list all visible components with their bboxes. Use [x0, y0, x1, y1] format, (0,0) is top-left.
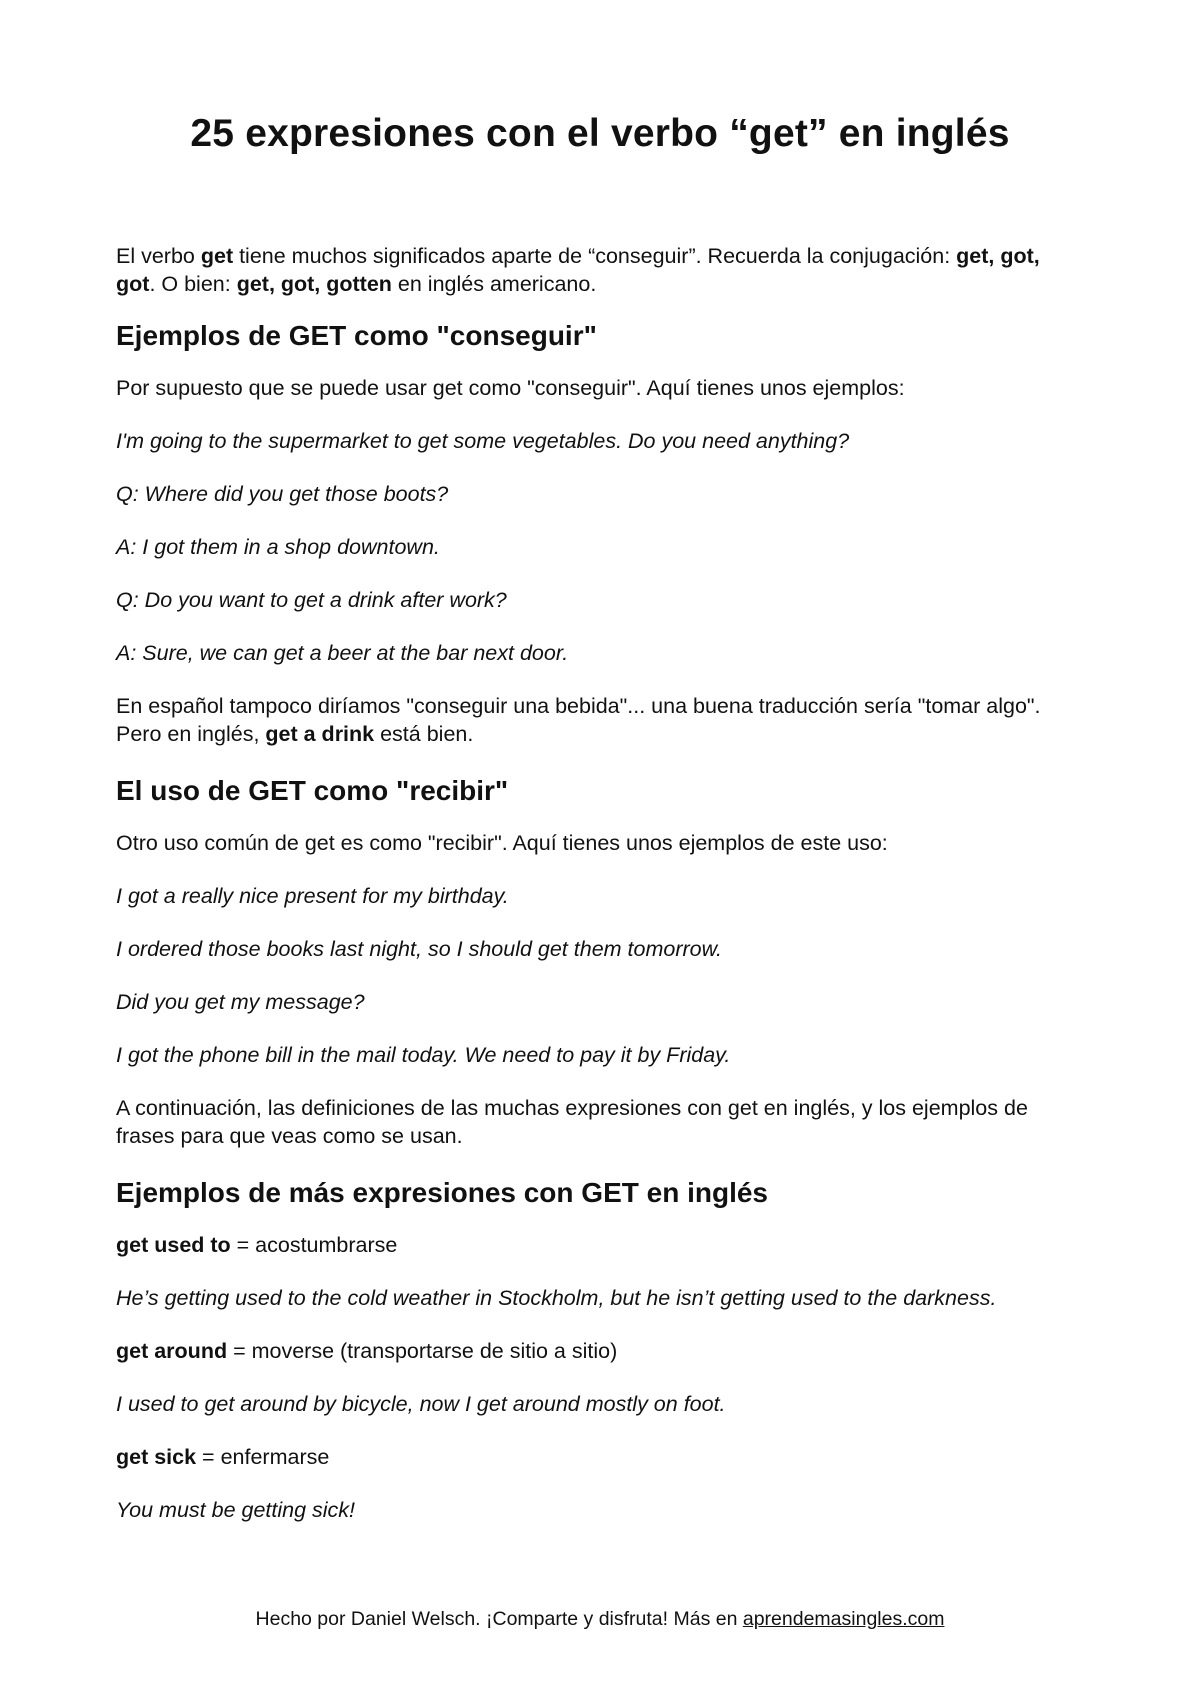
page-title: 25 expresiones con el verbo “get” en inglés	[190, 112, 1010, 155]
document-body	[116, 242, 1046, 1549]
page-footer	[0, 1608, 1200, 1631]
expression-example: He’s getting used to the cold weather in Stockholm, but he isn’t getting used to the darkness.	[116, 1286, 997, 1310]
intro-text-2: tiene muchos significados aparte de “conseguir”. Recuerda la conjugación:	[233, 244, 957, 268]
example-sentence: I ordered those books last night, so I should get them tomorrow.	[116, 937, 722, 961]
example-sentence: Q: Where did you get those boots?	[116, 482, 449, 506]
section3-heading: Ejemplos de más expresiones con GET en inglés	[116, 1177, 768, 1208]
example-sentence: I got a really nice present for my birthday.	[116, 884, 509, 908]
section2-closing: A continuación, las definiciones de las muchas expresiones con get en inglés, y los ejemplos de frases para que veas como se usan.	[116, 1096, 1028, 1148]
note-text-2: está bien.	[374, 722, 474, 746]
expression-entry	[116, 1443, 1046, 1471]
example-sentence: A: Sure, we can get a beer at the bar next door.	[116, 641, 569, 665]
intro-bold-2: get, got, got	[116, 244, 1040, 296]
footer-text: Hecho por Daniel Welsch. ¡Comparte y disfruta! Más en	[255, 1608, 743, 1630]
example-sentence: Q: Do you want to get a drink after work?	[116, 588, 507, 612]
example-sentence: Did you get my message?	[116, 990, 365, 1014]
expression-entry	[116, 1231, 1046, 1259]
section1-note	[116, 692, 1046, 748]
note-bold: get a drink	[265, 722, 375, 746]
example-sentence: I got the phone bill in the mail today. We need to pay it by Friday.	[116, 1043, 731, 1067]
expression-term: get sick	[116, 1445, 197, 1469]
intro-paragraph	[116, 242, 1046, 298]
example-sentence: I'm going to the supermarket to get some vegetables. Do you need anything?	[116, 429, 850, 453]
expression-entry	[116, 1337, 1046, 1365]
intro-bold-3: get, got, gotten	[236, 272, 392, 296]
section2-lead: Otro uso común de get es como "recibir". Aquí tienes unos ejemplos de este uso:	[116, 831, 888, 855]
expression-definition: = moverse (transportarse de sitio a sitio)	[227, 1339, 618, 1363]
expression-definition: = enfermarse	[196, 1445, 330, 1469]
intro-text-3: . O bien:	[149, 272, 237, 296]
example-sentence: A: I got them in a shop downtown.	[116, 535, 440, 559]
section1-heading: Ejemplos de GET como "conseguir"	[116, 320, 597, 351]
note-text-1: En español tampoco diríamos "conseguir una bebida"... una buena traducción sería "tomar algo". Pero en inglés,	[116, 694, 1041, 746]
intro-text-1: El verbo	[116, 244, 201, 268]
expression-example: I used to get around by bicycle, now I get around mostly on foot.	[116, 1392, 726, 1416]
expression-term: get used to	[116, 1233, 231, 1257]
expression-definition: = acostumbrarse	[230, 1233, 398, 1257]
expression-term: get around	[116, 1339, 228, 1363]
intro-bold-1: get	[200, 244, 234, 268]
footer-link[interactable]: aprendemasingles.com	[742, 1608, 945, 1630]
intro-text-4: en inglés americano.	[391, 272, 597, 296]
section2-heading: El uso de GET como "recibir"	[116, 775, 509, 806]
expression-example: You must be getting sick!	[116, 1498, 356, 1522]
section1-lead: Por supuesto que se puede usar get como "conseguir". Aquí tienes unos ejemplos:	[116, 376, 905, 400]
